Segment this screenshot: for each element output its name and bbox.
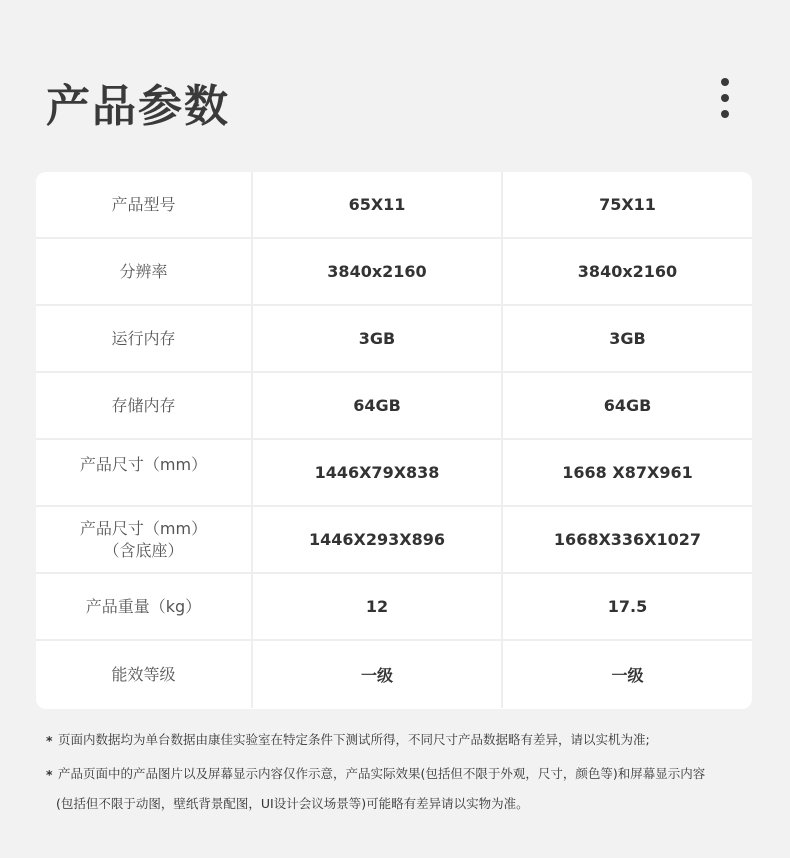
row-label-text: 分辨率 xyxy=(119,261,168,281)
model-75-value: 一级 xyxy=(611,666,644,685)
model-65-value: 1446X293X896 xyxy=(253,507,503,572)
model-75-value: 1668X336X1027 xyxy=(553,530,702,549)
footnote-text-continued: (包括但不限于动图，壁纸背景配图，UI设计会议场景等)可能略有差异请以实物为准。 xyxy=(56,796,529,811)
footnote-bullet: * xyxy=(46,733,53,748)
footnote-2 xyxy=(46,766,756,812)
model-65-value: 64GB xyxy=(253,373,503,438)
table-row xyxy=(36,172,752,239)
more-dot xyxy=(721,110,729,118)
row-label-text: 运行内存 xyxy=(111,328,176,348)
footnotes xyxy=(46,732,756,830)
table-row xyxy=(36,373,752,440)
row-label xyxy=(36,239,253,304)
row-label-text: 产品型号 xyxy=(111,194,176,214)
row-label xyxy=(36,373,253,438)
table-row xyxy=(36,239,752,306)
row-label xyxy=(36,507,253,572)
row-label-text: 产品尺寸（mm） xyxy=(79,455,208,474)
model-65-value: 65X11 xyxy=(253,172,503,237)
row-label xyxy=(36,306,253,371)
row-label xyxy=(36,641,253,708)
model-75-value: 1668 X87X961 xyxy=(562,463,693,482)
more-dot xyxy=(721,78,729,86)
footnote-text: 产品页面中的产品图片以及屏幕显示内容仅作示意，产品实际效果(包括但不限于外观，尺寸，颜色等)和屏幕显示内容 xyxy=(58,766,706,781)
row-label xyxy=(36,574,253,639)
table-row xyxy=(36,574,752,641)
model-65-value: 12 xyxy=(253,574,503,639)
footnote-bullet: * xyxy=(46,767,53,782)
more-vertical-icon[interactable] xyxy=(712,78,738,118)
row-label-subtext: （含底座） xyxy=(103,540,184,560)
row-label xyxy=(36,172,253,237)
table-row xyxy=(36,306,752,373)
spec-table xyxy=(36,172,752,709)
row-label-text: 能效等级 xyxy=(111,664,176,684)
row-label-text: 产品尺寸（mm） xyxy=(79,518,208,538)
model-75-value: 3GB xyxy=(609,329,646,348)
model-65-value: 1446X79X838 xyxy=(253,440,503,505)
footnote-1 xyxy=(46,732,756,748)
row-label-text: 产品重量（kg） xyxy=(85,596,202,616)
model-75-value: 17.5 xyxy=(607,597,648,616)
model-65-value: 一级 xyxy=(253,641,503,708)
page-title: 产品参数 xyxy=(46,81,230,132)
footnote-text: 页面内数据均为单台数据由康佳实验室在特定条件下测试所得，不同尺寸产品数据略有差异，请以实机为准; xyxy=(58,732,650,747)
more-dot xyxy=(721,94,729,102)
model-75-value: 3840x2160 xyxy=(577,262,678,281)
table-row xyxy=(36,507,752,574)
table-row xyxy=(36,440,752,507)
table-row xyxy=(36,641,752,708)
row-label xyxy=(36,440,253,505)
model-65-value: 3840x2160 xyxy=(253,239,503,304)
model-75-value: 64GB xyxy=(603,396,652,415)
row-label-text: 存储内存 xyxy=(111,395,176,415)
model-75-value: 75X11 xyxy=(599,195,656,214)
model-65-value: 3GB xyxy=(253,306,503,371)
